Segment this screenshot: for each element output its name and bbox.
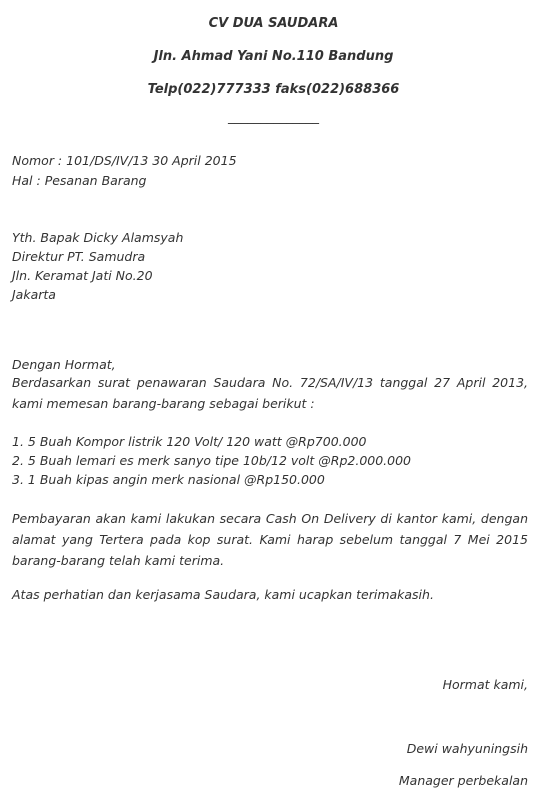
list-item: 3. 1 Buah kipas angin merk nasional @Rp150.000	[12, 472, 325, 487]
signature-name: Dewi wahyuningsih	[406, 741, 528, 756]
list-item: 2. 5 Buah lemari es merk sanyo tipe 10b/12 volt @Rp2.000.000	[12, 453, 412, 468]
closing-sentence: Atas perhatian dan kerjasama Saudara, kami ucapkan terimakasih.	[12, 587, 434, 602]
greeting: Dengan Hormat,	[12, 357, 116, 372]
recipient-position: Direktur PT. Samudra	[12, 249, 146, 264]
letter-subject: Hal : Pesanan Barang	[12, 173, 147, 188]
header-divider: ______________	[228, 110, 319, 125]
letter-number: Nomor : 101/DS/IV/13 30 April 2015	[12, 153, 237, 168]
company-contact: Telp(022)777333 faks(022)688366	[147, 82, 400, 97]
recipient-street: Jln. Keramat Jati No.20	[12, 268, 153, 283]
payment-paragraph: Pembayaran akan kami lakukan secara Cash On Delivery di kantor kami, dengan alamat yang Tertera pada kop surat. Kami harap sebelum tanggal 7 Mei 2015 barang-barang telah kami terima.	[12, 511, 528, 568]
company-name: CV DUA SAUDARA	[208, 16, 339, 31]
intro-paragraph: Berdasarkan surat penawaran Saudara No. 72/SA/IV/13 tanggal 27 April 2013, kami memesan barang-barang sebagai berikut :	[12, 375, 528, 411]
signature-title: Manager perbekalan	[398, 773, 528, 788]
signature-salutation: Hormat kami,	[442, 677, 528, 692]
recipient-name: Yth. Bapak Dicky Alamsyah	[12, 230, 184, 245]
recipient-city: Jakarta	[12, 287, 56, 302]
list-item: 1. 5 Buah Kompor listrik 120 Volt/ 120 watt @Rp700.000	[12, 434, 367, 449]
company-address: Jln. Ahmad Yani No.110 Bandung	[153, 49, 394, 64]
